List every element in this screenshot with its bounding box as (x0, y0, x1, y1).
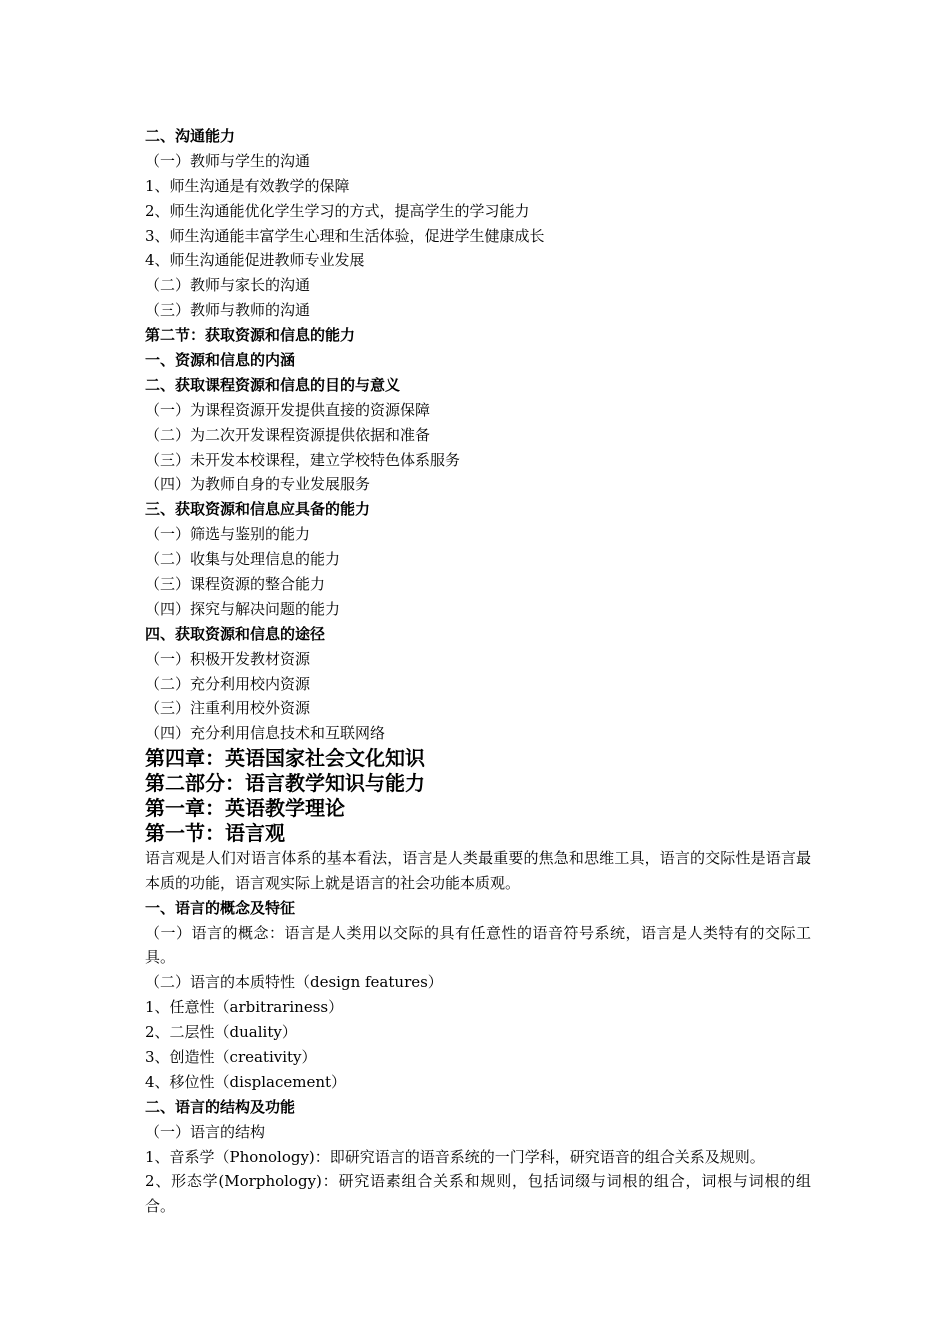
definition-paragraph: （一）语言的概念：语言是人类用以交际的具有任意性的语音符号系统，语言是人类特有的交际工具。 (145, 923, 811, 967)
subsection-item: （三）注重利用校外资源 (145, 699, 311, 718)
list-item: 4、移位性（displacement） (145, 1072, 347, 1091)
subsection-item: （三）教师与教师的沟通 (145, 301, 311, 320)
subsection-item: （一）语言的结构 (145, 1122, 266, 1141)
list-item: 1、任意性（arbitrariness） (145, 998, 344, 1017)
list-item: 3、创造性（creativity） (145, 1048, 317, 1067)
list-item: 1、音系学（Phonology)：即研究语言的语音系统的一门学科，研究语音的组合关系及规则。 (145, 1147, 765, 1166)
list-item: 2、二层性（duality） (145, 1023, 297, 1042)
subsection-item: （二）收集与处理信息的能力 (145, 550, 341, 569)
section-title: 第一节：语言观 (145, 820, 285, 845)
subsection-item: （四）探究与解决问题的能力 (145, 599, 341, 618)
subsection-item: （二）教师与家长的沟通 (145, 276, 311, 295)
chapter-heading: 第一章：英语教学理论 (145, 796, 345, 821)
section-heading: 四、获取资源和信息的途径 (145, 624, 326, 643)
subsection-item: （一）筛选与鉴别的能力 (145, 525, 311, 544)
subsection-item: （二）充分利用校内资源 (145, 674, 311, 693)
chapter-heading: 第四章：英语国家社会文化知识 (145, 746, 425, 771)
section-heading: 一、资源和信息的内涵 (145, 351, 296, 370)
list-item: 1、师生沟通是有效教学的保障 (145, 176, 350, 195)
list-item: 2、师生沟通能优化学生学习的方式，提高学生的学习能力 (145, 201, 530, 220)
subsection-item: （二）为二次开发课程资源提供依据和准备 (145, 425, 431, 444)
subsection-item: （一）为课程资源开发提供直接的资源保障 (145, 400, 431, 419)
subsection-item: （三）课程资源的整合能力 (145, 575, 326, 594)
section-heading: 二、语言的结构及功能 (145, 1097, 296, 1116)
section-heading: 第二节：获取资源和信息的能力 (145, 326, 356, 345)
list-item: 2、形态学(Morphology)：研究语素组合关系和规则，包括词缀与词根的组合，词根与词根的组合。 (145, 1172, 811, 1216)
part-heading: 第二部分：语言教学知识与能力 (145, 771, 425, 796)
section-heading: 二、获取课程资源和信息的目的与意义 (145, 375, 401, 394)
intro-paragraph: 语言观是人们对语言体系的基本看法，语言是人类最重要的焦急和思维工具，语言的交际性是语言最本质的功能，语言观实际上就是语言的社会功能本质观。 (145, 848, 811, 892)
subsection-item: （四）为教师自身的专业发展服务 (145, 475, 371, 494)
subsection-item: （一）教师与学生的沟通 (145, 151, 311, 170)
subsection-item: （二）语言的本质特性（design features） (145, 973, 443, 992)
subsection-item: （三）未开发本校课程，建立学校特色体系服务 (145, 450, 461, 469)
section-heading: 二、沟通能力 (145, 127, 236, 145)
section-heading: 三、获取资源和信息应具备的能力 (145, 500, 371, 519)
list-item: 3、师生沟通能丰富学生心理和生活体验，促进学生健康成长 (145, 226, 545, 245)
list-item: 4、师生沟通能促进教师专业发展 (145, 251, 365, 270)
subsection-item: （四）充分利用信息技术和互联网络 (145, 724, 386, 743)
subsection-item: （一）积极开发教材资源 (145, 649, 311, 668)
section-heading: 一、语言的概念及特征 (145, 898, 296, 917)
document-page (145, 124, 811, 1219)
